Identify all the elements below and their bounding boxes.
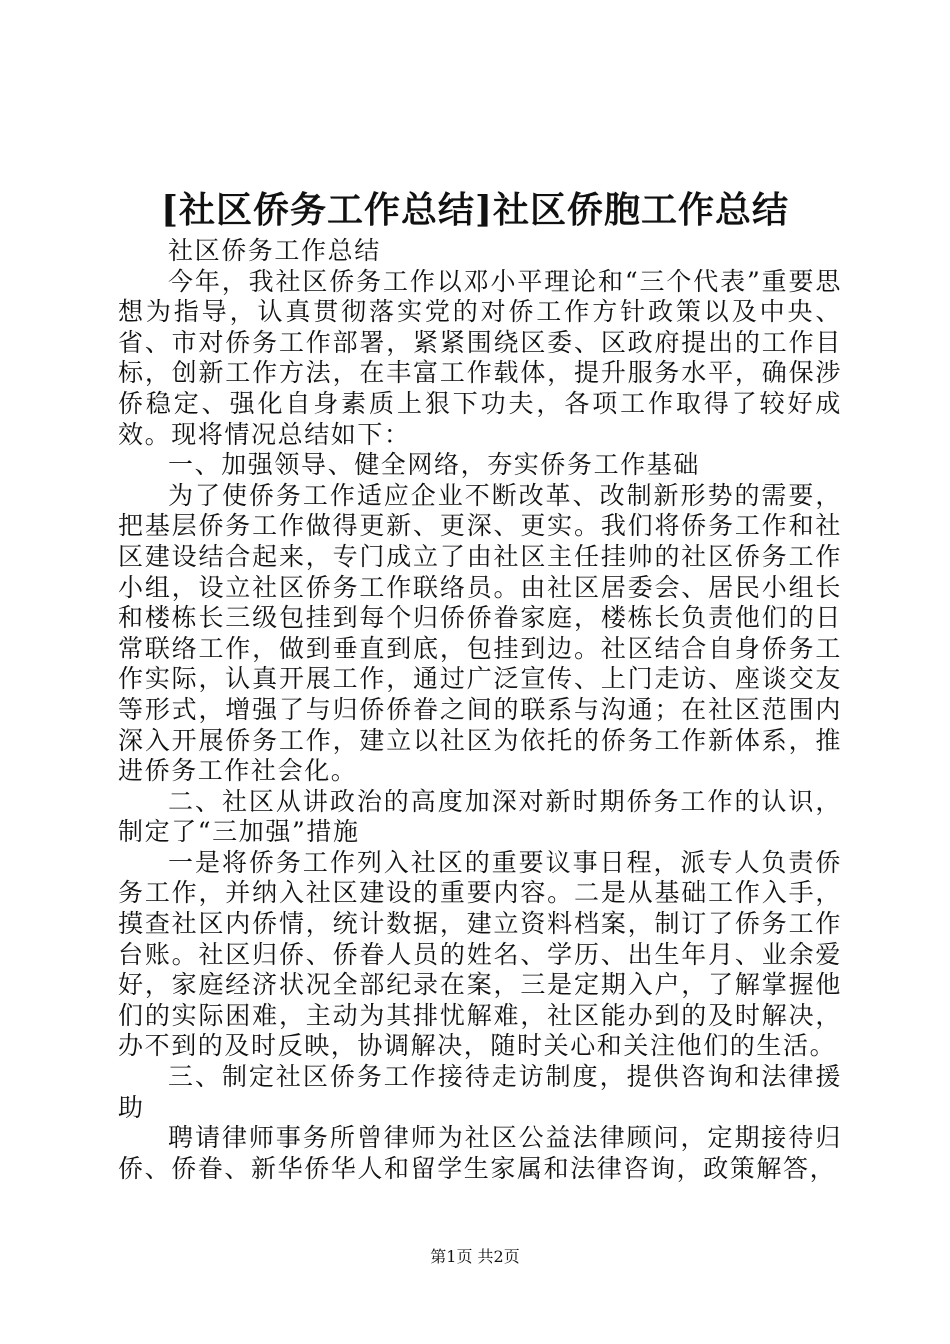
paragraph-section-2: 一是将侨务工作列入社区的重要议事日程，派专人负责侨务工作，并纳入社区建设的重要内容。二是从基础工作入手，摸查社区内侨情，统计数据，建立资料档案，制订了侨务工作台账。社区归侨、侨眷人员的姓名、学历、出生年月、业余爱好，家庭经济状况全部纪录在案，三是定期入户，了解掌握他们的实际困难，主动为其排忧解难，社区能办到的及时解决，办不到的及时反映，协调解决，随时关心和关注他们的生活。 [118,847,842,1061]
section-heading-2: 二、社区从讲政治的高度加深对新时期侨务工作的认识，制定了“三加强”措施 [118,786,842,847]
paragraph-section-1: 为了使侨务工作适应企业不断改革、改制新形势的需要，把基层侨务工作做得更新、更深、更实。我们将侨务工作和社区建设结合起来，专门成立了由社区主任挂帅的社区侨务工作小组，设立社区侨务工作联络员。由社区居委会、居民小组长和楼栋长三级包挂到每个归侨侨眷家庭，楼栋长负责他们的日常联络工作，做到垂直到底，包挂到边。社区结合自身侨务工作实际，认真开展工作，通过广泛宣传、上门走访、座谈交友等形式，增强了与归侨侨眷之间的联系与沟通；在社区范围内深入开展侨务工作，建立以社区为依托的侨务工作新体系，推进侨务工作社会化。 [118,480,842,786]
paragraph-section-3: 聘请律师事务所曾律师为社区公益法律顾问，定期接待归侨、侨眷、新华侨华人和留学生家属和法律咨询，政策解答， [118,1123,842,1183]
document-title: [社区侨务工作总结]社区侨胞工作总结 [160,189,790,231]
page-footer: 第1页 共2页 [430,1247,520,1266]
document-body [118,236,842,1184]
paragraph-subtitle: 社区侨务工作总结 [168,236,381,265]
section-heading-1: 一、加强领导、健全网络，夯实侨务工作基础 [168,450,701,480]
section-heading-3: 三、制定社区侨务工作接待走访制度，提供咨询和法律援助 [118,1062,842,1122]
paragraph-intro: 今年，我社区侨务工作以邓小平理论和“三个代表”重要思想为指导，认真贯彻落实党的对侨工作方针政策以及中央、省、市对侨务工作部署，紧紧围绕区委、区政府提出的工作目标，创新工作方法，在丰富工作载体，提升服务水平，确保涉侨稳定、强化自身素质上狠下功夫，各项工作取得了较好成效。现将情况总结如下： [118,266,842,449]
